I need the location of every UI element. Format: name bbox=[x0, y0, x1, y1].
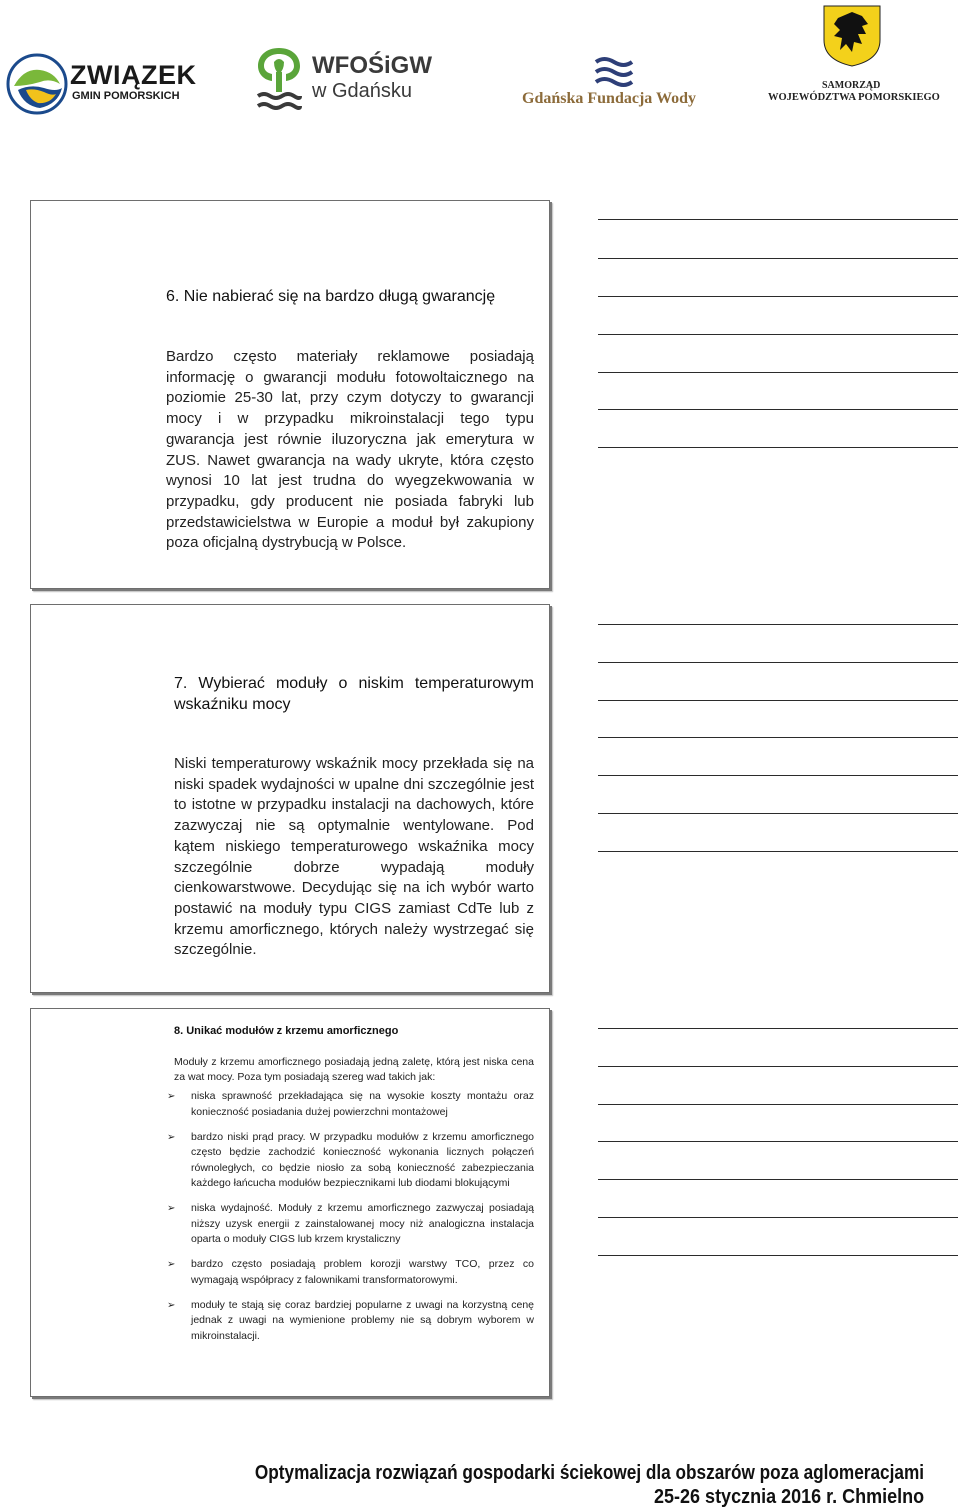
gfw-label: Gdańska Fundacja Wody bbox=[522, 90, 696, 107]
note-line bbox=[598, 334, 958, 335]
wfos-line2: w Gdańsku bbox=[312, 80, 413, 102]
list-item-text: moduły te stają się coraz bardziej popularne z uwagi na korzystną cenę jednak z uwagi na wymienione problemy nie są dobrym wyborem w mikroinstalacji. bbox=[191, 1298, 534, 1342]
note-line bbox=[598, 219, 958, 220]
slide-8 bbox=[30, 1008, 550, 1397]
zgp-line1: ZWIĄZEK bbox=[70, 60, 197, 90]
arrow-bullet-icon: ➢ bbox=[167, 1203, 176, 1214]
slide-7 bbox=[30, 604, 550, 993]
list-item bbox=[166, 1089, 534, 1120]
logo-gdanska-fundacja-wody bbox=[518, 56, 710, 112]
swp-line1: SAMORZĄD bbox=[822, 80, 881, 91]
note-line bbox=[598, 409, 958, 410]
slide-8-intro: Moduły z krzemu amorficznego posiadają jedną zaletę, którą jest niska cena za wat mocy. Poza tym posiadają szereg wad takich jak: bbox=[174, 1056, 534, 1084]
footer-event-date-place: 25-26 stycznia 2016 r. Chmielno bbox=[653, 1486, 924, 1508]
list-item-text: niska wydajność. Moduły z krzemu amorficznego zazwyczaj posiadają niższy uzysk energii z zainstalowanej mocy niż analogiczna instalacja oparta o moduły CIGS lub krzem krystaliczny bbox=[191, 1202, 534, 1245]
list-item-text: bardzo niski prąd pracy. W przypadku modułów z krzemu amorficznego często będzie zachodzić konieczność wykonania licznych połączeń równoległych, co będzie niosło za sobą konieczność zabezpieczania każdego łańcucha modułów bezpiecznikami lub diodami blokującymi bbox=[191, 1130, 534, 1189]
note-line bbox=[598, 662, 958, 663]
note-line bbox=[598, 447, 958, 448]
note-line bbox=[598, 1066, 958, 1067]
list-item-text: niska sprawność przekładająca się na wysokie koszty montażu oraz konieczność posiadania dużej powierzchni montażowej bbox=[191, 1090, 534, 1118]
arrow-bullet-icon: ➢ bbox=[167, 1259, 176, 1270]
slide-6-title: 6. Nie nabierać się na bardzo długą gwarancję bbox=[166, 288, 496, 305]
wfos-line1: WFOŚiGW bbox=[312, 52, 432, 79]
slide-6-body: Bardzo często materiały reklamowe posiadają informację o gwarancji modułu fotowoltaicznego na poziomie 25-30 lat, przy czym dotyczy to gwarancji mocy i w przypadku mikroinstalacji tego typu gwarancja jest równie iluzoryczna jak emerytura w ZUS. Nawet gwarancja na wady ukryte, która często wynosi 10 lat jest trudna do wyegzekwowania w przypadku, gdy producent nie posiada fabryki lub przedstawicielstwa w Europie a moduł był zakupiony poza oficjalną dystrybucją w Polsce. bbox=[166, 348, 534, 552]
slide-8-bullet-list bbox=[166, 1089, 534, 1344]
note-line bbox=[598, 1217, 958, 1218]
note-line bbox=[598, 624, 958, 625]
note-line bbox=[598, 1028, 958, 1029]
note-line bbox=[598, 700, 958, 701]
slide-7-title: 7. Wybierać moduły o niskim temperaturowym wskaźniku mocy bbox=[174, 675, 534, 713]
arrow-bullet-icon: ➢ bbox=[167, 1299, 176, 1311]
logo-samorzad-wojewodztwa-pomorskiego bbox=[766, 4, 938, 110]
list-item bbox=[166, 1201, 534, 1248]
zgp-line2: GMIN POMORSKICH bbox=[72, 90, 180, 102]
logo-wfosigw bbox=[254, 44, 444, 112]
note-line bbox=[598, 1104, 958, 1105]
tree-icon bbox=[254, 44, 304, 112]
arrow-bullet-icon: ➢ bbox=[167, 1091, 176, 1102]
list-item bbox=[166, 1130, 534, 1192]
logo-zwiazek-gmin-pomorskich bbox=[4, 46, 197, 121]
footer-event-title: Optymalizacja rozwiązań gospodarki ściekowej dla obszarów poza aglomeracjami bbox=[254, 1462, 924, 1484]
note-line bbox=[598, 1255, 958, 1256]
swp-line2: WOJEWÓDZTWA POMORSKIEGO bbox=[768, 92, 940, 103]
note-line bbox=[598, 1179, 958, 1180]
note-line bbox=[598, 372, 958, 373]
slide-6 bbox=[30, 200, 550, 589]
list-item bbox=[166, 1298, 534, 1345]
note-line bbox=[598, 813, 958, 814]
note-line bbox=[598, 258, 958, 259]
griffin-shield-icon bbox=[822, 4, 882, 68]
waves-icon bbox=[594, 56, 634, 88]
note-line bbox=[598, 737, 958, 738]
arrow-bullet-icon: ➢ bbox=[167, 1131, 176, 1143]
slide-8-title: 8. Unikać modułów z krzemu amorficznego bbox=[174, 1025, 399, 1037]
slide-7-body: Niski temperaturowy wskaźnik mocy przekłada się na niski spadek wydajności w upalne dni szczególnie jest to istotne w przypadku instalacji na dachowych, które zazwyczaj nie są optymalnie wentylowane. Pod kątem niskiego temperaturowego wskaźnika mocy szczególnie dobrze wypadają moduły cienkowarstwowe. Decydując się na ich wybór warto postawić na moduły typu CIGS zamiast CdTe lub z krzemu amorficznego, których należy wystrzegać się szczególnie. bbox=[174, 755, 534, 959]
note-line bbox=[598, 296, 958, 297]
note-line bbox=[598, 851, 958, 852]
list-item bbox=[166, 1257, 534, 1288]
note-line bbox=[598, 775, 958, 776]
note-line bbox=[598, 1141, 958, 1142]
list-item-text: bardzo często posiadają problem korozji warstwy TCO, przez co wymagają współpracy z falownikami transformatorowymi. bbox=[191, 1258, 534, 1286]
